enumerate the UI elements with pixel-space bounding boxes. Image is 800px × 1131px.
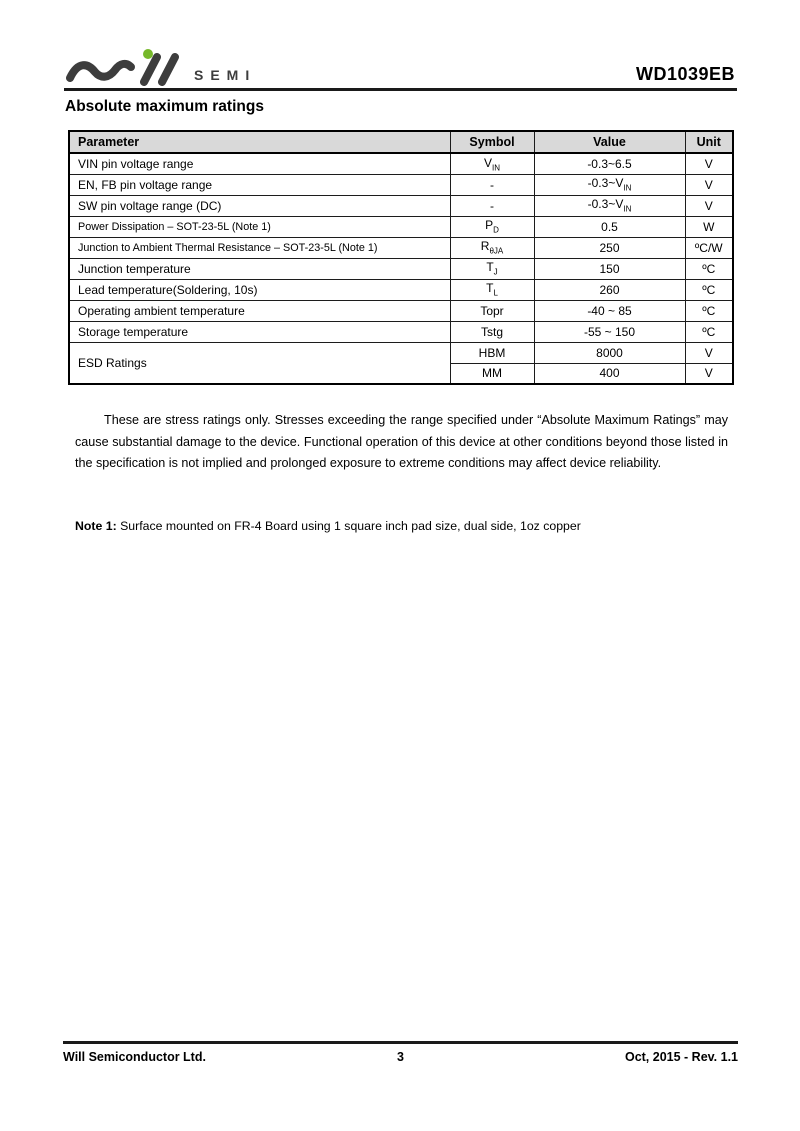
- part-number: WD1039EB: [635, 64, 735, 84]
- masthead: [64, 48, 737, 91]
- unit-cell: ºC/W: [685, 237, 733, 258]
- brand-logo: [64, 48, 256, 86]
- value-cell: 260: [534, 279, 685, 300]
- table-row: [69, 258, 733, 279]
- symbol-cell: MM: [450, 363, 534, 384]
- unit-cell: W: [685, 216, 733, 237]
- parameter-cell: EN, FB pin voltage range: [69, 174, 450, 195]
- unit-cell: ºC: [685, 300, 733, 321]
- unit-cell: V: [685, 153, 733, 174]
- value-cell: $-0.3\sim V_{IN}$: [534, 195, 685, 216]
- header-row: [69, 131, 733, 153]
- note-line: [75, 517, 728, 535]
- unit-cell: V: [685, 195, 733, 216]
- col-header-parameter: Parameter: [69, 131, 450, 153]
- value-cell: 0.5: [534, 216, 685, 237]
- unit-cell: V: [685, 342, 733, 363]
- value-cell: 8000: [534, 342, 685, 363]
- parameter-cell: Storage temperature: [69, 321, 450, 342]
- stress-ratings-paragraph: These are stress ratings only. Stresses exceeding the range specified under “Absolute Maximum Ratings” may cause substantial damage to the device. Functional operation of this device at other conditions beyond those listed in the specification is not implied and prolonged exposure to extreme conditions may affect device reliability.: [75, 413, 728, 470]
- symbol-cell: Topr: [450, 300, 534, 321]
- note-label: Note 1:: [75, 519, 117, 533]
- table-row: [69, 321, 733, 342]
- ratings-table: [68, 130, 734, 385]
- symbol-cell: $P_D$: [450, 216, 534, 237]
- table-row: [69, 216, 733, 237]
- footer-page-number: 3: [397, 1050, 404, 1064]
- parameter-cell: Power Dissipation – SOT-23-5L (Note 1): [69, 216, 450, 237]
- unit-cell: ºC: [685, 279, 733, 300]
- table-row: [69, 174, 733, 195]
- table-row: [69, 195, 733, 216]
- ratings-table-header: [69, 131, 733, 153]
- unit-cell: ºC: [685, 258, 733, 279]
- value-cell: 400: [534, 363, 685, 384]
- symbol-cell: $T_J$: [450, 258, 534, 279]
- parameter-cell: Lead temperature(Soldering, 10s): [69, 279, 450, 300]
- value-cell: -0.3~6.5: [534, 153, 685, 174]
- symbol-cell: -: [450, 195, 534, 216]
- parameter-cell: ESD Ratings: [69, 342, 450, 384]
- parameter-cell: VIN pin voltage range: [69, 153, 450, 174]
- table-row: [69, 342, 733, 363]
- value-cell: 150: [534, 258, 685, 279]
- col-header-value: Value: [534, 131, 685, 153]
- value-cell: $-0.3\sim V_{IN}$: [534, 174, 685, 195]
- unit-cell: V: [685, 174, 733, 195]
- value-cell: -40 ~ 85: [534, 300, 685, 321]
- footer-revision: Oct, 2015 - Rev. 1.1: [624, 1050, 738, 1064]
- symbol-cell: $R_{\theta JA}$: [450, 237, 534, 258]
- parameter-cell: Operating ambient temperature: [69, 300, 450, 321]
- unit-cell: V: [685, 363, 733, 384]
- parameter-cell: SW pin voltage range (DC): [69, 195, 450, 216]
- page-footer: [63, 1041, 738, 1064]
- value-cell: 250: [534, 237, 685, 258]
- col-header-unit: Unit: [685, 131, 733, 153]
- symbol-cell: -: [450, 174, 534, 195]
- value-cell: -55 ~ 150: [534, 321, 685, 342]
- unit-cell: ºC: [685, 321, 733, 342]
- table-row: [69, 300, 733, 321]
- will-wave-icon: [64, 48, 184, 86]
- ratings-table-body: [69, 153, 733, 384]
- parameter-cell: Junction to Ambient Thermal Resistance – SOT-23-5L (Note 1): [69, 237, 450, 258]
- note-text: Surface mounted on FR-4 Board using 1 square inch pad size, dual side, 1oz copper: [116, 519, 581, 533]
- footer-company: Will Semiconductor Ltd.: [63, 1050, 206, 1064]
- parameter-cell: Junction temperature: [69, 258, 450, 279]
- symbol-cell: Tstg: [450, 321, 534, 342]
- table-row: [69, 279, 733, 300]
- table-row: [69, 153, 733, 174]
- logo-green-dot: [143, 49, 153, 59]
- brand-text: SEMI: [194, 67, 257, 83]
- symbol-cell: HBM: [450, 342, 534, 363]
- section-title: Absolute maximum ratings: [65, 98, 264, 115]
- col-header-symbol: Symbol: [450, 131, 534, 153]
- table-row: [69, 237, 733, 258]
- symbol-cell: $T_L$: [450, 279, 534, 300]
- symbol-cell: $V_{IN}$: [450, 153, 534, 174]
